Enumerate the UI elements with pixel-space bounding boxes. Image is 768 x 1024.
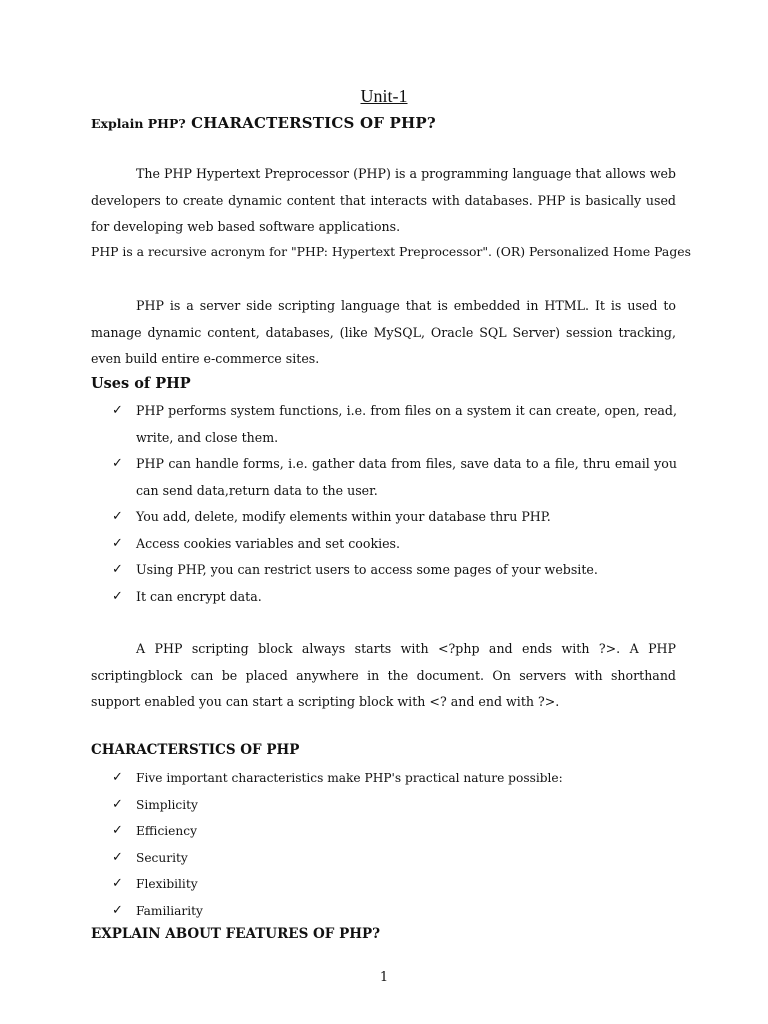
intro-paragraph	[91, 161, 676, 241]
scripting-block-paragraph	[91, 636, 676, 716]
list-item: ✓ It can encrypt data.	[112, 584, 677, 611]
characteristics-heading: CHARACTERSTICS OF PHP	[91, 742, 300, 758]
checkmark-icon: ✓	[112, 849, 123, 865]
features-heading: EXPLAIN ABOUT FEATURES OF PHP?	[91, 926, 381, 942]
server-side-paragraph	[91, 293, 676, 373]
checkmark-icon: ✓	[112, 509, 123, 524]
list-item: ✓ Simplicity	[112, 792, 677, 819]
checkmark-icon: ✓	[112, 535, 123, 551]
section-heading	[91, 114, 436, 132]
checkmark-icon: ✓	[112, 588, 123, 604]
list-item: ✓ Security	[112, 845, 677, 872]
checkmark-icon: ✓	[112, 902, 123, 918]
checkmark-icon: ✓	[112, 796, 123, 812]
checkmark-icon: ✓	[112, 403, 123, 418]
acronym-line: PHP is a recursive acronym for "PHP: Hypertext Preprocessor". (OR) Personalized Home Pages	[91, 244, 691, 259]
heading-part-characteristics: CHARACTERSTICS OF PHP?	[185, 114, 436, 132]
list-item: ✓ PHP can handle forms, i.e. gather data from files, save data to a file, thru email you can send data,return data to the user.	[112, 451, 677, 504]
page-number: 1	[379, 970, 389, 985]
checkmark-icon: ✓	[112, 770, 123, 785]
list-item: ✓ PHP performs system functions, i.e. from files on a system it can create, open, read, write, and close them.	[112, 398, 677, 451]
list-item: ✓ You add, delete, modify elements within your database thru PHP.	[112, 504, 677, 531]
list-item: ✓ Access cookies variables and set cookies.	[112, 531, 677, 558]
uses-list	[112, 398, 677, 610]
list-item: ✓ Flexibility	[112, 871, 677, 898]
characteristics-list	[112, 765, 677, 924]
scripting-block-paragraph-text: A PHP scripting block always starts with <?php and ends with ?>. A PHP scriptingblock can be placed anywhere in the document. On servers with shorthand support enabled you can start a scripting block with <? and end with ?>.	[91, 641, 676, 709]
list-item: ✓ Using PHP, you can restrict users to access some pages of your website.	[112, 557, 677, 584]
unit-title: Unit-1	[360, 86, 408, 106]
list-item: ✓ Efficiency	[112, 818, 677, 845]
checkmark-icon: ✓	[112, 456, 123, 471]
intro-paragraph-text: The PHP Hypertext Preprocessor (PHP) is a programming language that allows web developers to create dynamic content that interacts with databases. PHP is basically used for developing web based software applications.	[91, 166, 676, 234]
checkmark-icon: ✓	[112, 562, 123, 577]
list-item: ✓ Familiarity	[112, 898, 677, 925]
checkmark-icon: ✓	[112, 823, 123, 838]
uses-heading: Uses of PHP	[91, 375, 191, 392]
checkmark-icon: ✓	[112, 876, 123, 891]
server-side-paragraph-text: PHP is a server side scripting language that is embedded in HTML. It is used to manage dynamic content, databases, (like MySQL, Oracle SQL Server) session tracking, even build entire e-commerce sites.	[91, 298, 676, 366]
heading-part-explain: Explain PHP?	[91, 116, 186, 131]
list-item: ✓ Five important characteristics make PHP's practical nature possible:	[112, 765, 677, 792]
